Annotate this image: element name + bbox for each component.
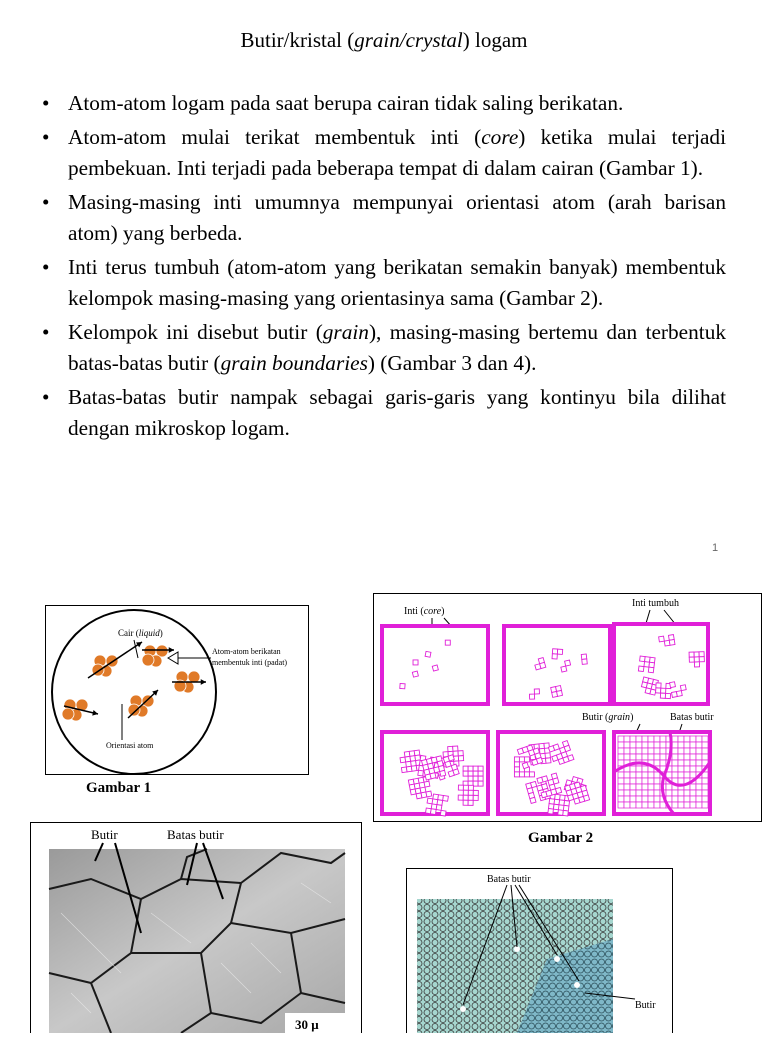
atom-cluster xyxy=(62,642,206,721)
bullet-item: • Masing-masing inti umumnya mempunyai orientasi atom (arah barisan atom) yang berbeda. xyxy=(38,187,726,249)
page-number: 1 xyxy=(712,542,719,554)
boundary-label-4: Batas butir xyxy=(487,874,531,885)
scale-label: 30 μ xyxy=(295,1017,319,1032)
page-title: Butir/kristal (grain/crystal) logam xyxy=(240,28,528,52)
bullet-item: • Kelompok ini disebut butir (grain), masing-masing bertemu dan terbentuk batas-batas butir (grain boundaries) (Gambar 3 dan 4). xyxy=(38,317,726,379)
atom-group xyxy=(62,699,98,721)
grow-label: Inti tumbuh xyxy=(632,598,679,609)
atom-group xyxy=(88,642,142,678)
bullet-list xyxy=(38,88,726,447)
figure-1 xyxy=(45,605,309,775)
growth-panel xyxy=(498,732,604,816)
growth-panel xyxy=(504,626,610,704)
growth-panel xyxy=(614,732,710,814)
atom-group xyxy=(142,645,174,667)
atom-group xyxy=(172,671,206,693)
grain-label-4: Butir xyxy=(635,1000,656,1011)
micrograph-image xyxy=(49,849,345,1033)
figure-1-caption: Gambar 1 xyxy=(86,780,152,796)
bond-label-1: Atom-atom berikatan xyxy=(212,647,281,656)
bond-arrow-icon xyxy=(168,652,178,664)
figure-1-diagram xyxy=(46,606,308,774)
bullet-item: • Inti terus tumbuh (atom-atom yang berikatan semakin banyak) membentuk kelompok masing-masing yang orientasinya sama (Gambar 2). xyxy=(38,252,726,314)
figure-4 xyxy=(406,868,673,1033)
figure-2-caption: Gambar 2 xyxy=(528,830,594,846)
atom-group xyxy=(128,690,158,718)
figure-2-diagram xyxy=(374,594,761,821)
boundary-label-3: Batas butir xyxy=(167,827,224,842)
orient-label: Orientasi atom xyxy=(106,741,154,750)
bullet-item: • Atom-atom mulai terikat membentuk inti (core) ketika mulai terjadi pembekuan. Inti terjadi pada beberapa tempat di dalam cairan (Gambar 1). xyxy=(38,122,726,184)
grain-label-3: Butir xyxy=(91,827,118,842)
figure-3-micrograph xyxy=(31,823,361,1033)
bond-label-2: membentuk inti (padat) xyxy=(212,658,288,667)
figure-3 xyxy=(30,822,362,1033)
growth-panel xyxy=(614,624,708,704)
boundary-label: Batas butir xyxy=(670,712,714,723)
figure-4-lattice xyxy=(407,869,672,1033)
growth-panel xyxy=(382,626,488,704)
grain-label: Butir (grain) xyxy=(582,712,634,723)
bullet-item: • Atom-atom logam pada saat berupa cairan tidak saling berikatan. xyxy=(38,88,726,119)
core-label: Inti (core) xyxy=(404,606,445,617)
figure-2 xyxy=(373,593,762,822)
liquid-label: Cair (liquid) xyxy=(118,628,163,638)
bullet-item: • Batas-batas butir nampak sebagai garis-garis yang kontinyu bila dilihat dengan mikroskop logam. xyxy=(38,382,726,444)
growth-panel xyxy=(382,732,488,816)
